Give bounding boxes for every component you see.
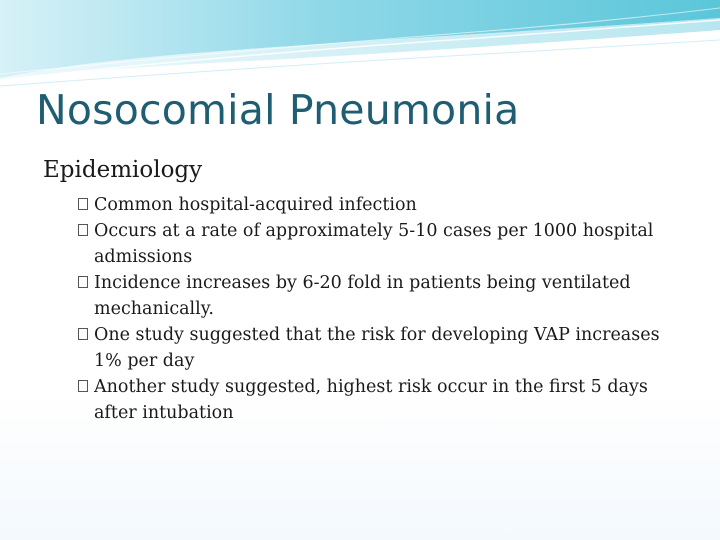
square-bullet-icon [78,198,88,210]
bullet-text: One study suggested that the risk for developing VAP increases 1% per day [94,325,660,371]
bullet-text: Incidence increases by 6-20 fold in patients being ventilated mechanically. [94,273,631,319]
bullet-item [78,192,688,218]
square-bullet-icon [78,328,88,340]
bullet-item [78,218,688,270]
bullet-item [78,270,688,322]
bullet-item [78,374,688,426]
header-wave-decoration [0,0,720,95]
square-bullet-icon [78,276,88,288]
bullet-text: Another study suggested, highest risk occur in the first 5 days after intubation [94,377,648,423]
slide-title: Nosocomial Pneumonia [36,86,520,134]
section-heading: Epidemiology [43,157,203,183]
bullet-item [78,322,688,374]
bullet-text: Occurs at a rate of approximately 5-10 cases per 1000 hospital admissions [94,221,654,267]
square-bullet-icon [78,224,88,236]
bullet-list [78,192,688,426]
bullet-text: Common hospital-acquired infection [94,195,417,215]
square-bullet-icon [78,380,88,392]
